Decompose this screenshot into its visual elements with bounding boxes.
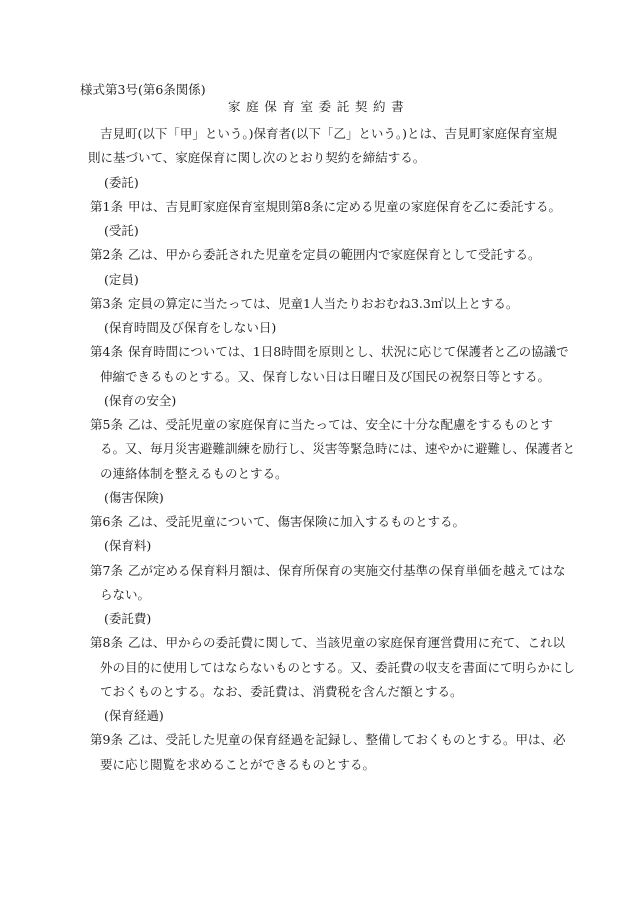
article-caption: (委託): [104, 174, 139, 190]
article-first-line: [90, 510, 560, 534]
article-first-line: [90, 292, 560, 316]
article-first-line: [90, 631, 566, 655]
document-title: 家庭保育室委託契約書: [228, 99, 410, 114]
article-text: 乙は、甲から委託された児童を定員の範囲内で家庭保育として受託する。: [128, 247, 541, 263]
article-first-line: [90, 728, 566, 752]
article-continuation-line: 外の目的に使用してはならないものとする。又、委託費の収支を書面にて明らかにし: [100, 659, 576, 675]
article-continuation-line: 伸縮できるものとする。又、保育しない日は日曜日及び国民の祝祭日等とする。: [100, 368, 551, 384]
article-number: 第7条: [90, 562, 123, 578]
article-continuation-line: る。又、毎月災害避難訓練を励行し、災害等緊急時には、速やかに避難し、保護者と: [100, 441, 576, 457]
article-number: 第3条: [90, 295, 123, 311]
preamble-line: 則に基づいて、家庭保育に関し次のとおり契約を締結する。: [88, 150, 426, 166]
article-continuation-line: 要に応じ閲覧を求めることができるものとする。: [100, 756, 376, 772]
article-first-line: [90, 559, 566, 583]
article-text: 定員の算定に当たっては、児童1人当たりおおむね3.3㎡以上とする。: [128, 295, 519, 311]
article-number: 第5条: [90, 417, 123, 432]
document-body: [88, 122, 576, 777]
article-caption: (傷害保険): [104, 489, 164, 505]
article-text: 甲は、吉見町家庭保育室規則第8条に定める児童の家庭保育を乙に委託する。: [128, 198, 561, 214]
article-text: 乙は、受託児童の家庭保育に当たっては、安全に十分な配慮をするものとす: [128, 417, 554, 432]
article-text: 乙は、受託した児童の保育経過を記録し、整備しておくものとする。甲は、必: [128, 732, 566, 748]
article-caption: (保育の安全): [104, 392, 177, 408]
article-caption: (定員): [104, 271, 139, 287]
article-number: 第1条: [90, 198, 123, 214]
article-text: 乙が定める保育料月額は、保育所保育の実施交付基準の保育単価を越えてはな: [128, 562, 566, 578]
preamble-line: 吉見町(以下「甲」という。)保育者(以下「乙」という。)とは、吉見町家庭保育室規: [100, 126, 558, 141]
article-number: 第2条: [90, 247, 123, 263]
article-caption: (保育時間及び保育をしない日): [104, 320, 277, 335]
article-caption: (保育料): [104, 538, 152, 554]
article-number: 第8条: [90, 635, 123, 651]
form-label: 様式第3号(第6条関係): [80, 82, 206, 97]
article-caption: (受託): [104, 223, 139, 238]
article-first-line: [90, 243, 560, 267]
article-first-line: [90, 413, 560, 437]
article-number: 第6条: [90, 514, 123, 529]
article-caption: (委託費): [104, 611, 152, 626]
article-continuation-line: らない。: [100, 586, 151, 602]
article-first-line: [90, 195, 560, 219]
article-text: 保育時間については、1日8時間を原則とし、状況に応じて保護者と乙の協議で: [128, 344, 569, 360]
article-text: 乙は、甲からの委託費に関して、当該児童の家庭保育運営費用に充て、これ以: [128, 635, 566, 651]
article-first-line: [90, 340, 569, 364]
article-number: 第9条: [90, 732, 123, 748]
article-continuation-line: ておくものとする。なお、委託費は、消費税を含んだ額とする。: [100, 683, 463, 699]
article-continuation-line: の連絡体制を整えるものとする。: [100, 465, 288, 481]
article-caption: (保育経過): [104, 708, 164, 723]
article-number: 第4条: [90, 344, 123, 360]
article-text: 乙は、受託児童について、傷害保険に加入するものとする。: [128, 514, 466, 529]
articles-list: [90, 171, 576, 777]
